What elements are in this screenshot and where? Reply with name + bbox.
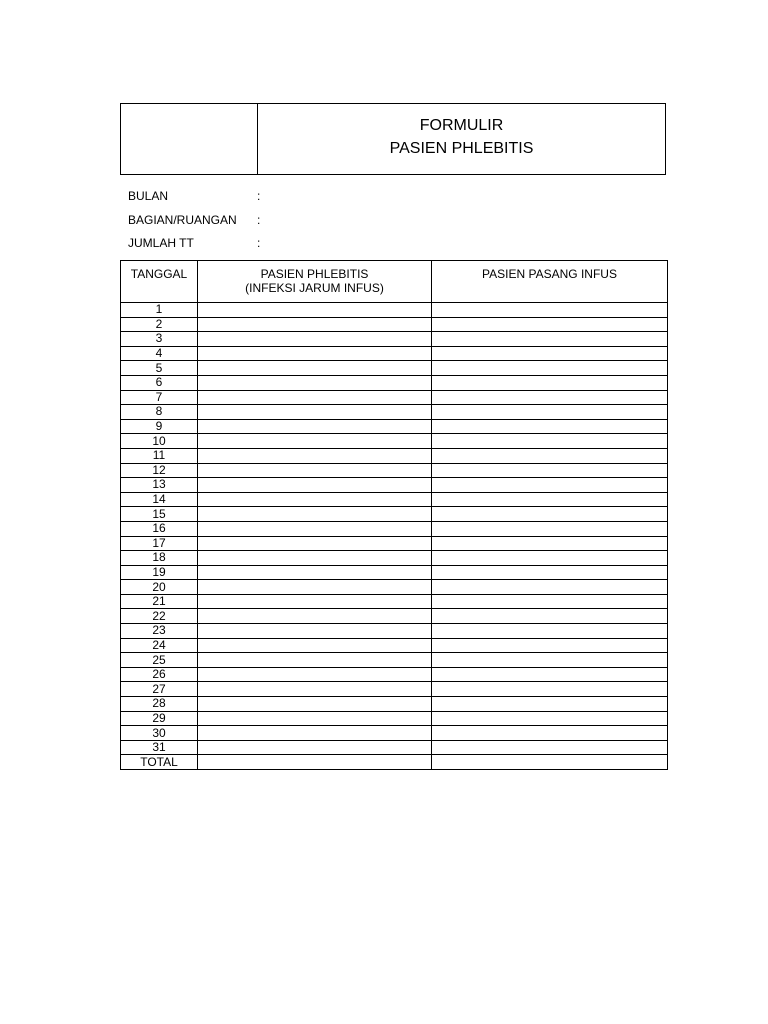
table-row	[121, 711, 668, 726]
tanggal-cell: 9	[121, 419, 198, 434]
table-row	[121, 390, 668, 405]
infus-cell[interactable]	[432, 755, 668, 770]
infus-cell[interactable]	[432, 303, 668, 318]
tanggal-cell: 25	[121, 653, 198, 668]
infus-cell[interactable]	[432, 551, 668, 566]
phlebitis-cell[interactable]	[198, 434, 432, 449]
infus-cell[interactable]	[432, 507, 668, 522]
table-row	[121, 580, 668, 595]
table-row	[121, 697, 668, 712]
infus-cell[interactable]	[432, 361, 668, 376]
table-row	[121, 405, 668, 420]
tanggal-cell: 12	[121, 463, 198, 478]
infus-cell[interactable]	[432, 375, 668, 390]
phlebitis-cell[interactable]	[198, 448, 432, 463]
tanggal-cell: 4	[121, 346, 198, 361]
table-row	[121, 609, 668, 624]
table-row	[121, 521, 668, 536]
infus-cell[interactable]	[432, 638, 668, 653]
header-box	[120, 103, 666, 175]
col-phlebitis-line-1: PASIEN PHLEBITIS	[260, 267, 369, 281]
table-row	[121, 507, 668, 522]
phlebitis-cell[interactable]	[198, 317, 432, 332]
phlebitis-cell[interactable]	[198, 303, 432, 318]
phlebitis-cell[interactable]	[198, 726, 432, 741]
tanggal-cell: 19	[121, 565, 198, 580]
table-row	[121, 594, 668, 609]
phlebitis-cell[interactable]	[198, 682, 432, 697]
info-colon: :	[257, 236, 261, 250]
tanggal-cell: 30	[121, 726, 198, 741]
phlebitis-cell[interactable]	[198, 667, 432, 682]
tanggal-cell: 24	[121, 638, 198, 653]
phlebitis-cell[interactable]	[198, 624, 432, 639]
table-row	[121, 638, 668, 653]
phlebitis-cell[interactable]	[198, 507, 432, 522]
infus-cell[interactable]	[432, 448, 668, 463]
table-body	[121, 303, 668, 770]
infus-cell[interactable]	[432, 521, 668, 536]
col-tanggal: TANGGAL	[121, 261, 198, 303]
table-row	[121, 332, 668, 347]
phlebitis-cell[interactable]	[198, 580, 432, 595]
infus-cell[interactable]	[432, 565, 668, 580]
phlebitis-table	[120, 260, 668, 770]
tanggal-cell: 10	[121, 434, 198, 449]
tanggal-cell: 14	[121, 492, 198, 507]
tanggal-cell: 2	[121, 317, 198, 332]
tanggal-cell: 1	[121, 303, 198, 318]
infus-cell[interactable]	[432, 740, 668, 755]
phlebitis-cell[interactable]	[198, 361, 432, 376]
phlebitis-cell[interactable]	[198, 332, 432, 347]
phlebitis-cell[interactable]	[198, 375, 432, 390]
table-row	[121, 448, 668, 463]
info-colon: :	[257, 189, 261, 203]
infus-cell[interactable]	[432, 419, 668, 434]
tanggal-cell: 26	[121, 667, 198, 682]
infus-cell[interactable]	[432, 624, 668, 639]
tanggal-cell: 17	[121, 536, 198, 551]
phlebitis-cell[interactable]	[198, 346, 432, 361]
phlebitis-cell[interactable]	[198, 478, 432, 493]
phlebitis-cell[interactable]	[198, 697, 432, 712]
infus-cell[interactable]	[432, 405, 668, 420]
table-row	[121, 463, 668, 478]
infus-cell[interactable]	[432, 390, 668, 405]
tanggal-cell: 20	[121, 580, 198, 595]
tanggal-cell: 11	[121, 448, 198, 463]
table-row	[121, 478, 668, 493]
tanggal-cell: 15	[121, 507, 198, 522]
table-row	[121, 536, 668, 551]
phlebitis-cell[interactable]	[198, 594, 432, 609]
infus-cell[interactable]	[432, 317, 668, 332]
title-line-2: PASIEN PHLEBITIS	[389, 140, 534, 157]
phlebitis-cell[interactable]	[198, 740, 432, 755]
infus-cell[interactable]	[432, 434, 668, 449]
infus-cell[interactable]	[432, 478, 668, 493]
tanggal-cell: 22	[121, 609, 198, 624]
infus-cell[interactable]	[432, 653, 668, 668]
col-phlebitis-line-2: (INFEKSI JARUM INFUS)	[245, 281, 384, 295]
table-row	[121, 624, 668, 639]
info-label: BULAN	[128, 189, 169, 203]
infus-cell[interactable]	[432, 580, 668, 595]
phlebitis-cell[interactable]	[198, 390, 432, 405]
tanggal-cell: 23	[121, 624, 198, 639]
col-pasien-phlebitis	[198, 261, 432, 303]
table-row	[121, 653, 668, 668]
infus-cell[interactable]	[432, 463, 668, 478]
phlebitis-cell[interactable]	[198, 638, 432, 653]
phlebitis-cell[interactable]	[198, 419, 432, 434]
infus-cell[interactable]	[432, 711, 668, 726]
infus-cell[interactable]	[432, 492, 668, 507]
tanggal-cell: 27	[121, 682, 198, 697]
table-row	[121, 492, 668, 507]
infus-cell[interactable]	[432, 726, 668, 741]
phlebitis-cell[interactable]	[198, 521, 432, 536]
tanggal-cell: 29	[121, 711, 198, 726]
table-row	[121, 419, 668, 434]
tanggal-cell: 21	[121, 594, 198, 609]
table-row	[121, 303, 668, 318]
logo-cell	[121, 104, 258, 174]
tanggal-cell: 6	[121, 375, 198, 390]
table-row	[121, 317, 668, 332]
phlebitis-cell[interactable]	[198, 492, 432, 507]
table-row	[121, 740, 668, 755]
tanggal-cell: 13	[121, 478, 198, 493]
phlebitis-cell[interactable]	[198, 653, 432, 668]
phlebitis-cell[interactable]	[198, 536, 432, 551]
table-row	[121, 434, 668, 449]
infus-cell[interactable]	[432, 667, 668, 682]
phlebitis-cell[interactable]	[198, 609, 432, 624]
infus-cell[interactable]	[432, 697, 668, 712]
infus-cell[interactable]	[432, 682, 668, 697]
tanggal-cell: 18	[121, 551, 198, 566]
infus-cell[interactable]	[432, 594, 668, 609]
table-row	[121, 361, 668, 376]
phlebitis-cell[interactable]	[198, 565, 432, 580]
infus-cell[interactable]	[432, 332, 668, 347]
table-row	[121, 375, 668, 390]
phlebitis-cell[interactable]	[198, 463, 432, 478]
table-row	[121, 682, 668, 697]
tanggal-cell: 3	[121, 332, 198, 347]
phlebitis-cell[interactable]	[198, 551, 432, 566]
infus-cell[interactable]	[432, 609, 668, 624]
phlebitis-cell[interactable]	[198, 755, 432, 770]
table-header-row	[121, 261, 668, 303]
col-pasien-pasang-infus: PASIEN PASANG INFUS	[432, 261, 668, 303]
tanggal-cell: 28	[121, 697, 198, 712]
info-colon: :	[257, 213, 261, 227]
table-row	[121, 726, 668, 741]
phlebitis-cell[interactable]	[198, 711, 432, 726]
tanggal-cell: 8	[121, 405, 198, 420]
infus-cell[interactable]	[432, 536, 668, 551]
info-label: BAGIAN/RUANGAN	[128, 213, 237, 227]
tanggal-cell: 5	[121, 361, 198, 376]
table-row	[121, 667, 668, 682]
tanggal-cell: 7	[121, 390, 198, 405]
info-label: JUMLAH TT	[128, 236, 194, 250]
phlebitis-cell[interactable]	[198, 405, 432, 420]
table-row	[121, 346, 668, 361]
tanggal-cell: 16	[121, 521, 198, 536]
infus-cell[interactable]	[432, 346, 668, 361]
tanggal-cell: 31	[121, 740, 198, 755]
table-row	[121, 551, 668, 566]
tanggal-cell: TOTAL	[121, 755, 198, 770]
title-line-1: FORMULIR	[419, 117, 504, 134]
table-row	[121, 565, 668, 580]
table-row	[121, 755, 668, 770]
form-title	[258, 104, 665, 174]
